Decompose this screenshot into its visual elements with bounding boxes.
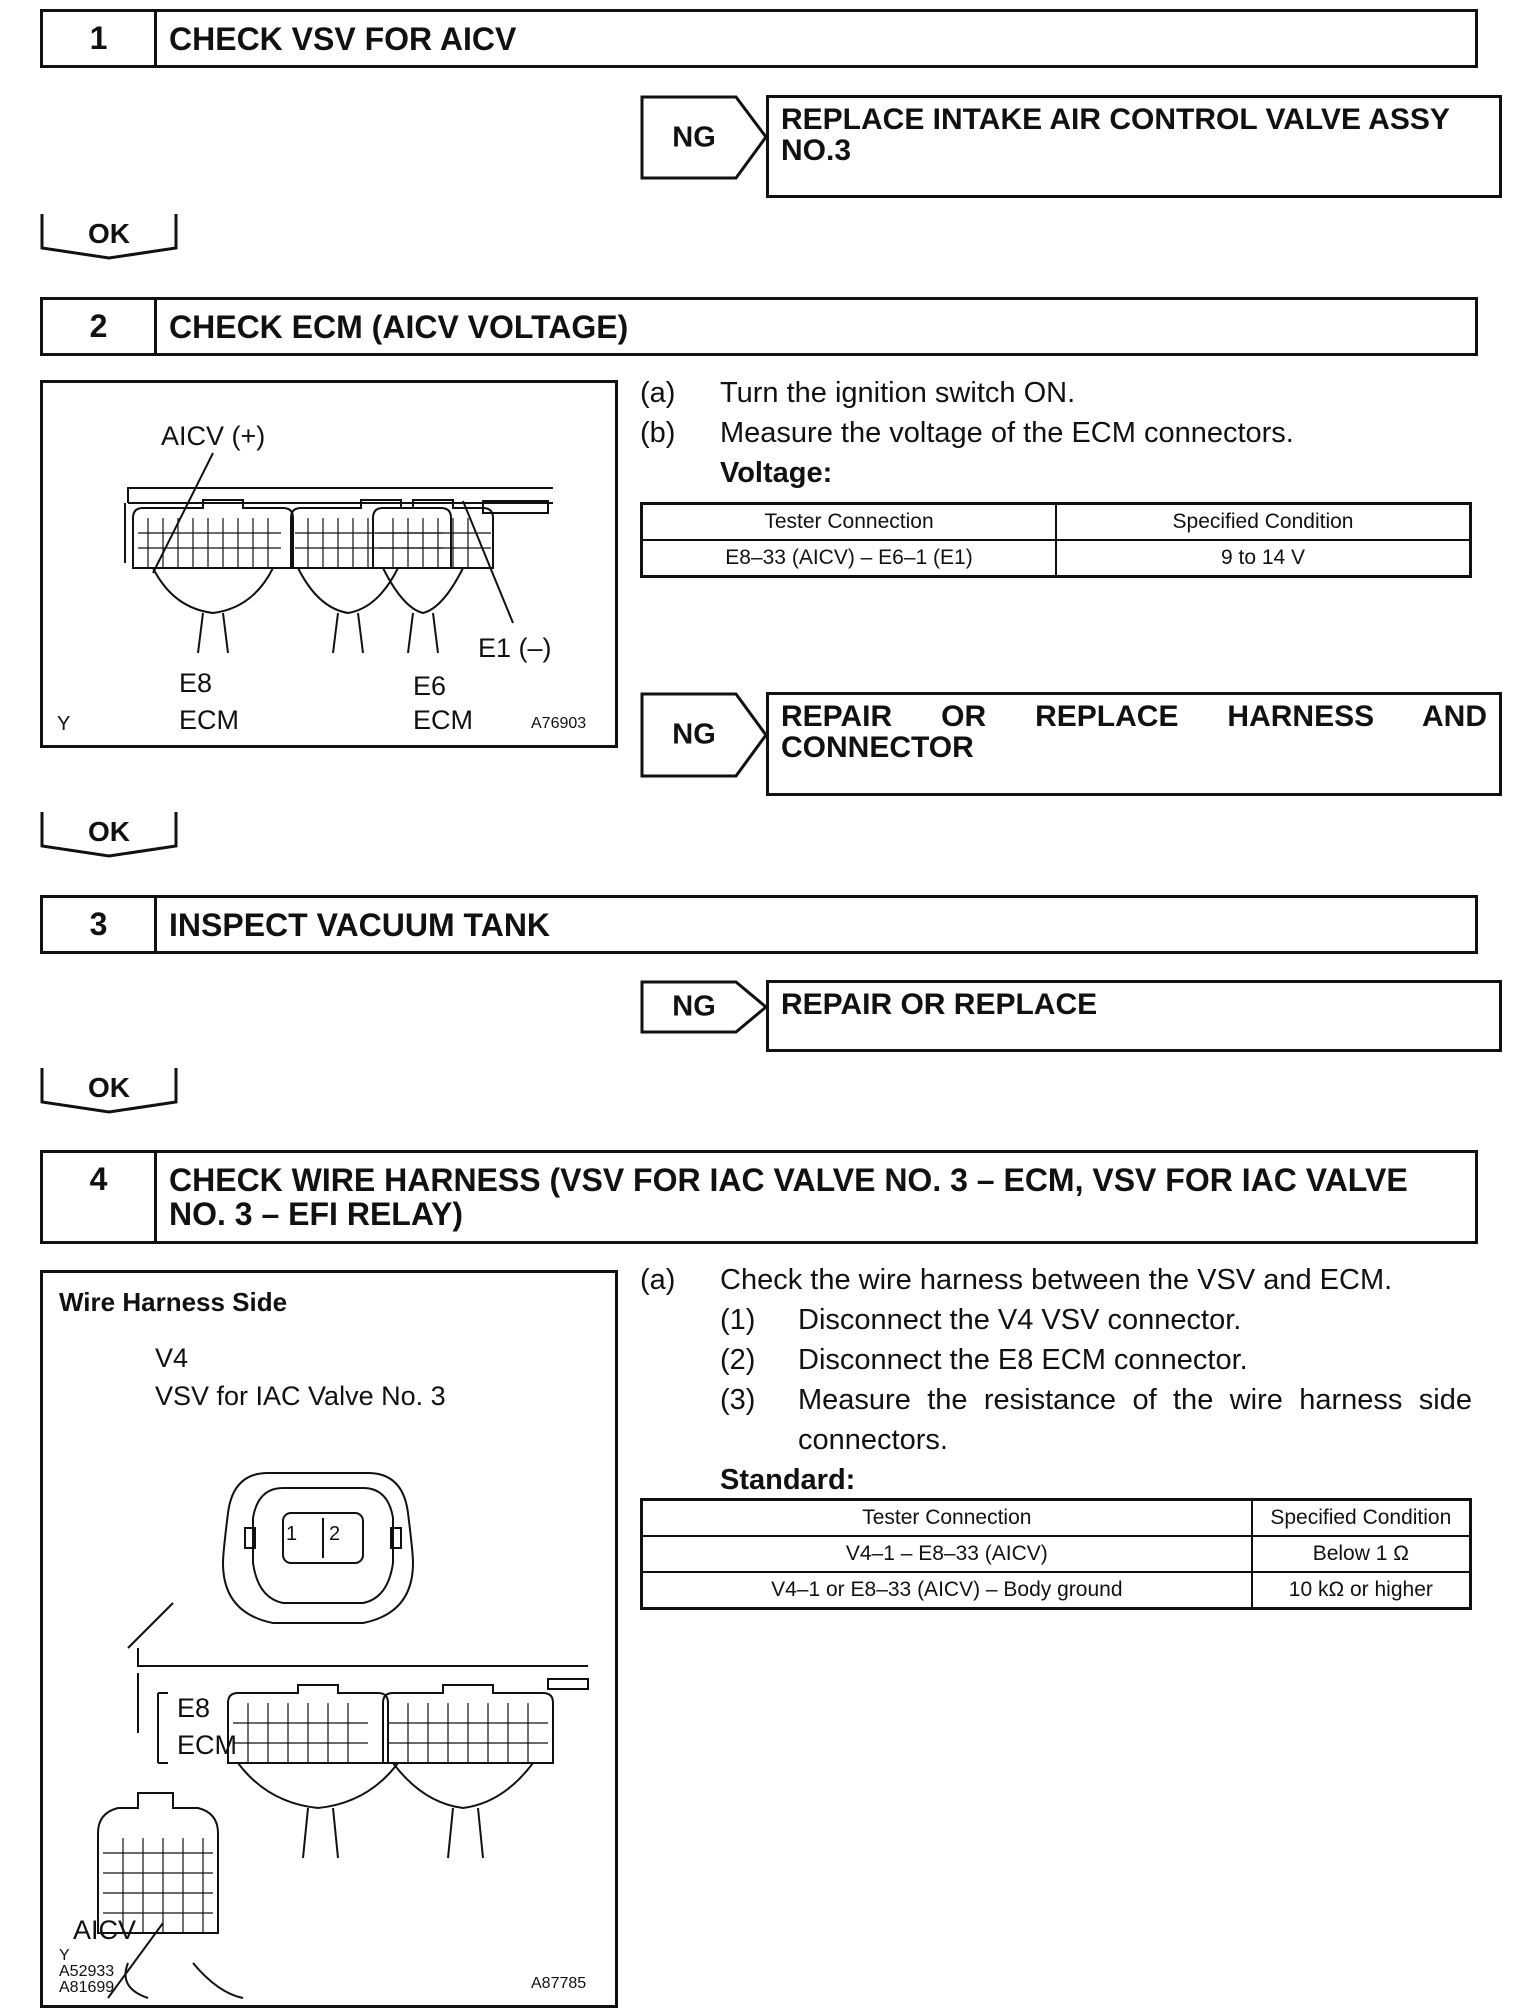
step-3-header	[40, 895, 1478, 954]
instruction-b	[640, 413, 1472, 453]
reference-id-2: A81699	[59, 1979, 115, 1996]
step-3-ng-result: REPAIR OR REPLACE	[766, 980, 1502, 1052]
e8-ecm-label: ECM	[179, 705, 239, 735]
step-1-title: CHECK VSV FOR AICV	[169, 20, 517, 57]
e1-minus-label: E1 (–)	[478, 633, 552, 663]
table-cell: 9 to 14 V	[1056, 540, 1471, 577]
sub-step-label: (2)	[720, 1344, 756, 1376]
step-2-number: 2	[43, 300, 157, 353]
ecm-label: ECM	[177, 1730, 237, 1760]
step-1-number: 1	[43, 12, 157, 65]
sub-step-label: (1)	[720, 1304, 756, 1336]
e8-label: E8	[177, 1693, 211, 1723]
voltage-table	[640, 502, 1472, 578]
step-3-ok-tab	[40, 1066, 178, 1114]
step-4-instructions	[640, 1260, 1472, 1500]
instruction-text: Measure the voltage of the ECM connectors.	[720, 417, 1294, 449]
table-cell: Below 1 Ω	[1252, 1536, 1471, 1572]
aicv-label: AICV	[73, 1915, 137, 1945]
table-row	[642, 1536, 1471, 1572]
table-cell: E8–33 (AICV) – E6–1 (E1)	[642, 540, 1057, 577]
sub-step-label: (3)	[720, 1384, 756, 1416]
table-cell: V4–1 – E8–33 (AICV)	[642, 1536, 1252, 1572]
step-1-ok-label: OK	[88, 218, 130, 249]
step-3-ng-arrow	[640, 980, 770, 1034]
step-4-wire-harness-figure	[40, 1270, 618, 2008]
step-2-ok-label: OK	[88, 816, 130, 847]
figure-id: A76903	[531, 715, 587, 732]
instruction-label: (b)	[640, 417, 676, 449]
step-1-ng-arrow	[640, 95, 770, 180]
instruction-text: Check the wire harness between the VSV and ECM.	[720, 1264, 1393, 1296]
instruction-label: (a)	[640, 377, 676, 409]
step-2-ng-label: NG	[672, 718, 716, 751]
pin-2-label: 2	[329, 1523, 341, 1545]
corner-mark: Y	[57, 713, 71, 735]
step-1-ok-tab	[40, 212, 178, 260]
sub-step-text: Disconnect the V4 VSV connector.	[798, 1304, 1242, 1336]
corner-mark: Y	[59, 1947, 70, 1964]
step-2-ng-arrow	[640, 692, 770, 778]
pin-1-label: 1	[286, 1523, 298, 1545]
table-row	[642, 540, 1471, 577]
step-2-header	[40, 297, 1478, 356]
step-2-ok-tab	[40, 810, 178, 858]
table-cell: 10 kΩ or higher	[1252, 1572, 1471, 1609]
step-3-ok-label: OK	[88, 1072, 130, 1103]
sub-step-text: Disconnect the E8 ECM connector.	[798, 1344, 1248, 1376]
table-row	[642, 1572, 1471, 1609]
ng-result-line-2: CONNECTOR	[781, 731, 974, 764]
v4-label: V4	[155, 1343, 189, 1373]
table-header-cell: Tester Connection	[642, 1500, 1252, 1537]
sub-step-text: Measure the resistance of the wire harness side connectors.	[798, 1384, 1472, 1456]
step-4-number: 4	[43, 1153, 157, 1241]
figure-id: A87785	[531, 1975, 587, 1992]
instruction-label: (a)	[640, 1264, 676, 1296]
v4-desc: VSV for IAC Valve No. 3	[155, 1381, 446, 1411]
step-3-title: INSPECT VACUUM TANK	[169, 906, 551, 943]
step-3-number: 3	[43, 898, 157, 951]
ecm-connector-drawing	[43, 383, 609, 739]
step-3-ng-label: NG	[672, 990, 716, 1023]
standard-title: Standard:	[720, 1464, 856, 1496]
e6-ecm-label: ECM	[413, 705, 473, 735]
voltage-title: Voltage:	[720, 457, 833, 489]
table-header-cell: Tester Connection	[642, 504, 1057, 541]
step-4-header	[40, 1150, 1478, 1244]
table-header-row	[642, 1500, 1471, 1537]
wire-harness-side-heading: Wire Harness Side	[59, 1287, 288, 1317]
instruction-a	[640, 1260, 1472, 1300]
step-1-ng-result: REPLACE INTAKE AIR CONTROL VALVE ASSY NO.3	[766, 95, 1502, 198]
step-4-title: CHECK WIRE HARNESS (VSV FOR IAC VALVE NO. 3 – ECM, VSV FOR IAC VALVE NO. 3 – EFI RELAY)	[169, 1162, 1408, 1232]
sub-step-1	[640, 1300, 1472, 1340]
e6-label: E6	[413, 671, 447, 701]
reference-id-1: A52933	[59, 1963, 115, 1980]
ng-result-line-1: REPAIR OR REPLACE HARNESS AND	[781, 700, 1487, 733]
e8-label: E8	[179, 668, 213, 698]
sub-step-2	[640, 1340, 1472, 1380]
step-2-title: CHECK ECM (AICV VOLTAGE)	[169, 308, 629, 345]
sub-step-3	[640, 1380, 1472, 1460]
aicv-plus-label: AICV (+)	[161, 421, 266, 451]
step-2-instructions	[640, 373, 1472, 493]
step-2-ng-result	[766, 692, 1502, 796]
table-header-row	[642, 504, 1471, 541]
step-1-header	[40, 9, 1478, 68]
instruction-a	[640, 373, 1472, 413]
instruction-text: Turn the ignition switch ON.	[720, 377, 1076, 409]
step-1-ng-label: NG	[672, 121, 716, 153]
resistance-table	[640, 1498, 1472, 1610]
table-cell: V4–1 or E8–33 (AICV) – Body ground	[642, 1572, 1252, 1609]
table-header-cell: Specified Condition	[1056, 504, 1471, 541]
table-header-cell: Specified Condition	[1252, 1500, 1471, 1537]
step-2-ecm-figure	[40, 380, 618, 748]
